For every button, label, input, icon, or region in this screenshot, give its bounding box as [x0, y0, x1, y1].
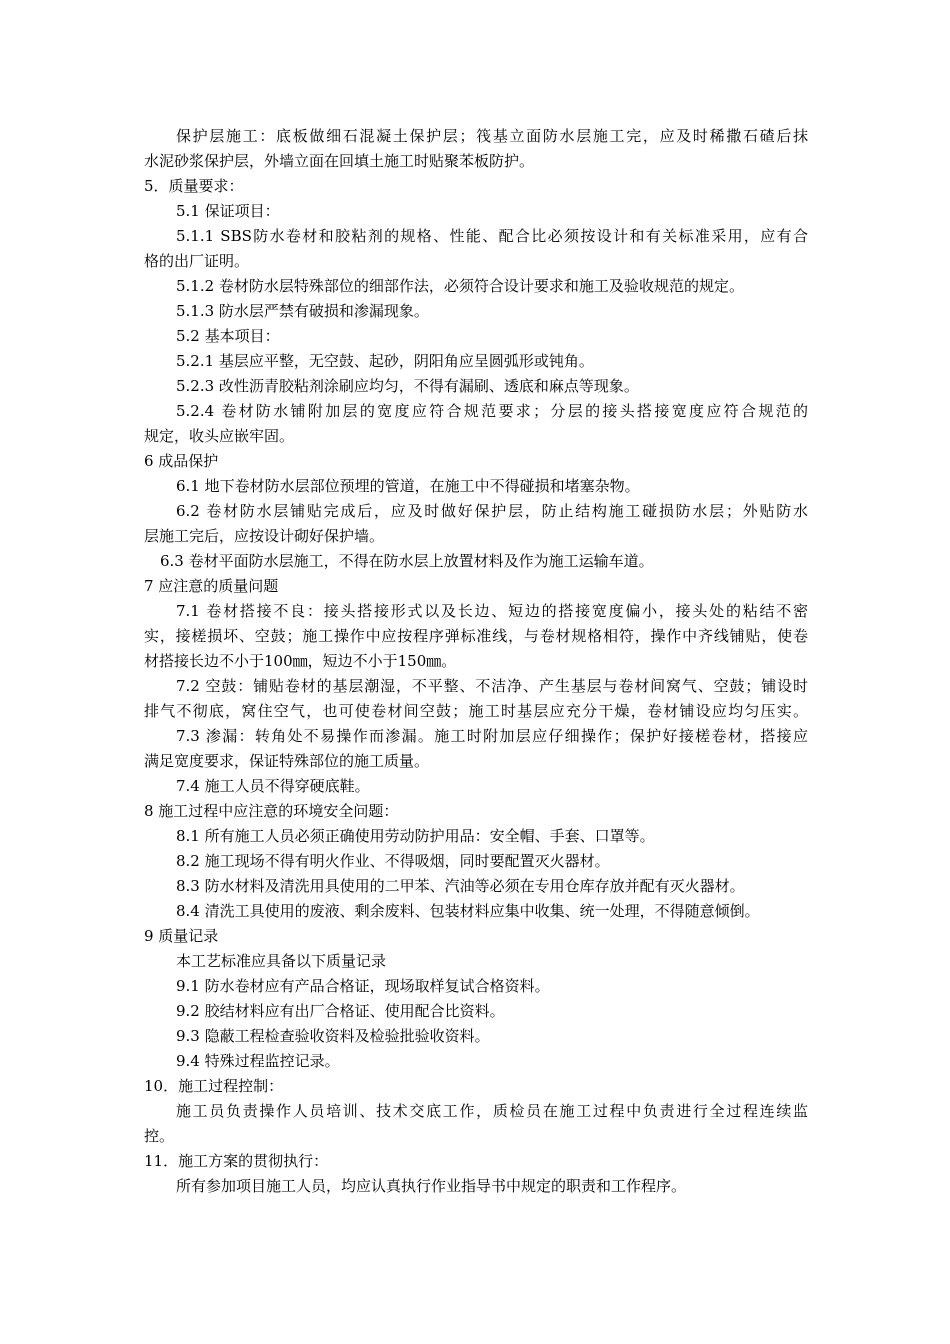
paragraph-line: 8.3 防水材料及清洗用具使用的二甲苯、汽油等必须在专用仓库存放并配有灭火器材。: [176, 877, 745, 895]
paragraph-line: 施工员负责操作人员培训、技术交底工作，质检员在施工过程中负责进行全过程连续监: [176, 1102, 808, 1120]
paragraph-line: 8.4 清洗工具使用的废液、剩余废料、包装材料应集中收集、统一处理，不得随意倾倒。: [176, 902, 760, 920]
section-heading: 7 应注意的质量问题: [144, 577, 279, 595]
paragraph-line: 5.2.4 卷材防水铺附加层的宽度应符合规范要求；分层的接头搭接宽度应符合规范的: [176, 402, 808, 420]
paragraph-line: 9.2 胶结材料应有出厂合格证、使用配合比资料。: [176, 1002, 505, 1020]
paragraph-line: 格的出厂证明。: [144, 252, 250, 270]
paragraph-line: 9.1 防水卷材应有产品合格证，现场取样复试合格资料。: [176, 977, 550, 995]
paragraph-line: 材搭接长边不小于100㎜，短边不小于150㎜。: [144, 652, 457, 670]
paragraph-line: 5.1.2 卷材防水层特殊部位的细部作法，必须符合设计要求和施工及验收规范的规定。: [176, 277, 744, 295]
paragraph-line: 所有参加项目施工人员，均应认真执行作业指导书中规定的职责和工作程序。: [176, 1177, 687, 1195]
paragraph-line: 9.3 隐蔽工程检查验收资料及检验批验收资料。: [176, 1027, 490, 1045]
paragraph-line: 7.3 渗漏：转角处不易操作而渗漏。施工时附加层应仔细操作；保护好接槎卷材，搭接应: [176, 727, 808, 745]
paragraph-line: 7.1 卷材搭接不良：接头搭接形式以及长边、短边的搭接宽度偏小，接头处的粘结不密: [176, 602, 808, 620]
section-heading: 5．质量要求：: [144, 177, 244, 195]
paragraph-line: 7.2 空鼓：铺贴卷材的基层潮湿，不平整、不洁净、产生基层与卷材间窝气、空鼓；铺设时: [176, 677, 808, 695]
section-heading: 9 质量记录: [144, 927, 219, 945]
paragraph-line: 6.3 卷材平面防水层施工，不得在防水层上放置材料及作为施工运输车道。: [160, 552, 654, 570]
paragraph-line: 7.4 施工人员不得穿硬底鞋。: [176, 777, 370, 795]
paragraph-line: 水泥砂浆保护层，外墙立面在回填土施工时贴聚苯板防护。: [144, 152, 535, 170]
paragraph-line: 排气不彻底，窝住空气，也可使卷材间空鼓；施工时基层应充分干燥，卷材铺设应均匀压实。: [144, 702, 808, 720]
paragraph-line: 5.1.1 SBS防水卷材和胶粘剂的规格、性能、配合比必须按设计和有关标准采用，应有合: [176, 227, 808, 245]
paragraph-line: 本工艺标准应具备以下质量记录: [176, 952, 387, 970]
paragraph-line: 层施工完后，应按设计砌好保护墙。: [144, 527, 385, 545]
section-heading: 6 成品保护: [144, 452, 219, 470]
section-heading: 10．施工过程控制：: [144, 1077, 284, 1095]
paragraph-line: 8.1 所有施工人员必须正确使用劳动防护用品：安全帽、手套、口罩等。: [176, 827, 655, 845]
paragraph-line: 控。: [144, 1127, 175, 1145]
paragraph-line: 6.2 卷材防水层铺贴完成后，应及时做好保护层，防止结构施工碰损防水层；外贴防水: [176, 502, 808, 520]
paragraph-line: 5.1.3 防水层严禁有破损和渗漏现象。: [176, 302, 429, 320]
subsection-heading: 5.1 保证项目：: [176, 202, 280, 220]
section-heading: 11．施工方案的贯彻执行：: [144, 1152, 329, 1170]
paragraph-line: 6.1 地下卷材防水层部位预埋的管道，在施工中不得碰损和堵塞杂物。: [176, 477, 640, 495]
paragraph-line: 9.4 特殊过程监控记录。: [176, 1052, 340, 1070]
paragraph-line: 保护层施工：底板做细石混凝土保护层；筏基立面防水层施工完，应及时稀撒石碴后抹: [176, 127, 808, 145]
paragraph-line: 8.2 施工现场不得有明火作业、不得吸烟，同时要配置灭火器材。: [176, 852, 610, 870]
paragraph-line: 实，接槎损坏、空鼓；施工操作中应按程序弹标准线，与卷材规格相符，操作中齐线铺贴，使卷: [144, 627, 808, 645]
paragraph-line: 5.2.3 改性沥青胶粘剂涂刷应均匀，不得有漏刷、透底和麻点等现象。: [176, 377, 639, 395]
paragraph-line: 5.2.1 基层应平整，无空鼓、起砂，阴阳角应呈圆弧形或钝角。: [176, 352, 594, 370]
subsection-heading: 5.2 基本项目：: [176, 327, 280, 345]
section-heading: 8 施工过程中应注意的环境安全问题：: [144, 802, 399, 820]
paragraph-line: 满足宽度要求，保证特殊部位的施工质量。: [144, 752, 430, 770]
paragraph-line: 规定，收头应嵌牢固。: [144, 427, 295, 445]
